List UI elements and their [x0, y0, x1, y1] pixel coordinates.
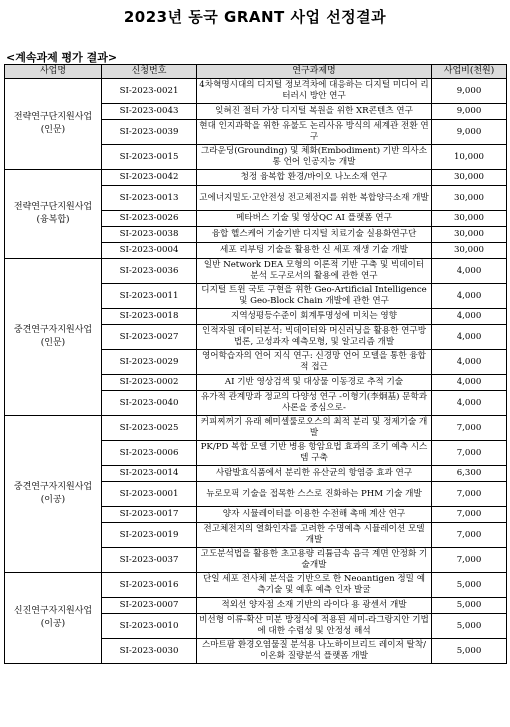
application-no-cell: SI-2023-0040 — [102, 391, 197, 416]
budget-cell: 9,000 — [432, 79, 507, 104]
application-no-cell: SI-2023-0043 — [102, 104, 197, 120]
business-name: 중견연구자지원사업 — [13, 482, 93, 492]
project-title-cell: 고도분석법을 활용한 초고용량 리튬금속 음극 계면 안정화 기술개발 — [197, 548, 432, 573]
application-no-cell: SI-2023-0021 — [102, 79, 197, 104]
application-no-cell: SI-2023-0016 — [102, 573, 197, 598]
project-title-cell: 전고체전지의 열화인자를 고려한 수명예측 시뮬레이션 모델 개발 — [197, 523, 432, 548]
application-no-cell: SI-2023-0038 — [102, 227, 197, 243]
budget-cell: 7,000 — [432, 548, 507, 573]
application-no-cell: SI-2023-0001 — [102, 482, 197, 507]
project-title-cell: AI 기반 영상검색 및 대상물 이동경로 추적 기술 — [197, 375, 432, 391]
project-title-cell: 인적자원 데이터분석: 빅데이터와 머신러닝을 활용한 연구방법론, 고성과자 예측모형, 및 알고리즘 개발 — [197, 325, 432, 350]
project-title-cell: 지역성평등수준이 회계투명성에 미치는 영향 — [197, 309, 432, 325]
budget-cell: 30,000 — [432, 186, 507, 211]
budget-cell: 4,000 — [432, 391, 507, 416]
application-no-cell: SI-2023-0015 — [102, 145, 197, 170]
application-no-cell: SI-2023-0025 — [102, 416, 197, 441]
budget-cell: 5,000 — [432, 598, 507, 614]
table-row — [5, 79, 507, 104]
application-no-cell: SI-2023-0017 — [102, 507, 197, 523]
application-no-cell: SI-2023-0027 — [102, 325, 197, 350]
project-title-cell: 사람발효식품에서 분리한 유산균의 항염증 효과 연구 — [197, 466, 432, 482]
application-no-cell: SI-2023-0039 — [102, 120, 197, 145]
project-title-cell: 메타버스 기술 및 영상QC AI 플랫폼 연구 — [197, 211, 432, 227]
budget-cell: 30,000 — [432, 243, 507, 259]
table-row — [5, 416, 507, 441]
budget-cell: 5,000 — [432, 573, 507, 598]
budget-cell: 30,000 — [432, 227, 507, 243]
project-title-cell: 양자 시뮬레이터를 이용한 수전해 촉매 계산 연구 — [197, 507, 432, 523]
budget-cell: 9,000 — [432, 104, 507, 120]
table-body — [5, 79, 507, 664]
application-no-cell: SI-2023-0018 — [102, 309, 197, 325]
budget-cell: 10,000 — [432, 145, 507, 170]
business-cell — [5, 79, 102, 170]
project-title-cell: 세포 리부팅 기술을 활용한 신 세포 재생 기술 개발 — [197, 243, 432, 259]
business-category: (인문) — [40, 125, 66, 135]
application-no-cell: SI-2023-0014 — [102, 466, 197, 482]
budget-cell: 7,000 — [432, 507, 507, 523]
application-no-cell: SI-2023-0002 — [102, 375, 197, 391]
application-no-cell: SI-2023-0010 — [102, 614, 197, 639]
budget-cell: 30,000 — [432, 211, 507, 227]
table-header-row — [5, 65, 507, 79]
application-no-cell: SI-2023-0037 — [102, 548, 197, 573]
budget-cell: 7,000 — [432, 482, 507, 507]
project-title-cell: 유가적 관계망과 정교의 다양성 연구 -이형기(李炯基) 문학과 사론을 중심으로- — [197, 391, 432, 416]
project-title-cell: 융합 헬스케어 기술기반 디지털 치료기술 실용화연구단 — [197, 227, 432, 243]
project-title-cell: 현대 인지과학을 위한 유불도 논리사유 방식의 세계관 전환 연구 — [197, 120, 432, 145]
project-title-cell: 고에너지밀도·고안전성 전고체전지를 위한 복합양극소재 개발 — [197, 186, 432, 211]
budget-cell: 4,000 — [432, 309, 507, 325]
business-category: (융복합) — [36, 215, 70, 225]
header-budget: 사업비(천원) — [432, 65, 507, 79]
business-cell — [5, 573, 102, 664]
budget-cell: 7,000 — [432, 416, 507, 441]
budget-cell: 4,000 — [432, 284, 507, 309]
application-no-cell: SI-2023-0004 — [102, 243, 197, 259]
table-row — [5, 170, 507, 186]
header-business: 사업명 — [5, 65, 102, 79]
budget-cell: 5,000 — [432, 639, 507, 664]
budget-cell: 4,000 — [432, 375, 507, 391]
business-name: 중견연구자지원사업 — [13, 325, 93, 335]
application-no-cell: SI-2023-0026 — [102, 211, 197, 227]
budget-cell: 6,300 — [432, 466, 507, 482]
project-title-cell: 뉴로모픽 기술을 접목한 스스로 진화하는 PHM 기술 개발 — [197, 482, 432, 507]
results-table — [4, 64, 507, 664]
business-name: 신진연구자지원사업 — [13, 606, 93, 616]
project-title-cell: 4차혁명시대의 디지털 정보격차에 대응하는 디지털 미디어 리터러시 방안 연구 — [197, 79, 432, 104]
header-application-no: 신청번호 — [102, 65, 197, 79]
application-no-cell: SI-2023-0030 — [102, 639, 197, 664]
business-category: (이공) — [40, 619, 66, 629]
project-title-cell: 그라운딩(Grounding) 및 체화(Embodiment) 기반 의사소통 언어 인공지능 개발 — [197, 145, 432, 170]
project-title-cell: 단일 세포 전사체 분석을 기반으로 한 Neoantigen 정밀 예측기술 및 예후 예측 인자 발굴 — [197, 573, 432, 598]
application-no-cell: SI-2023-0013 — [102, 186, 197, 211]
project-title-cell: 스마트팜 환경오염물질 분석용 나노하이브리드 레이저 탈착/이온화 질량분석 플랫폼 개발 — [197, 639, 432, 664]
business-name: 전략연구단지원사업 — [13, 202, 93, 212]
budget-cell: 4,000 — [432, 259, 507, 284]
table-row — [5, 259, 507, 284]
project-title-cell: 잊혀진 절터 가상 디지털 복원을 위한 XR콘텐츠 연구 — [197, 104, 432, 120]
header-project-title: 연구과제명 — [197, 65, 432, 79]
application-no-cell: SI-2023-0036 — [102, 259, 197, 284]
budget-cell: 7,000 — [432, 523, 507, 548]
budget-cell: 4,000 — [432, 350, 507, 375]
budget-cell: 30,000 — [432, 170, 507, 186]
business-name: 전략연구단지원사업 — [13, 112, 93, 122]
project-title-cell: 영어학습자의 언어 지식 연구: 신경망 언어 모델을 통한 융합적 접근 — [197, 350, 432, 375]
project-title-cell: 적외선 양자점 소재 기반의 라이다 용 광센서 개발 — [197, 598, 432, 614]
budget-cell: 7,000 — [432, 441, 507, 466]
budget-cell: 5,000 — [432, 614, 507, 639]
application-no-cell: SI-2023-0011 — [102, 284, 197, 309]
project-title-cell: 비선형 이류-확산 미분 방정식에 적용된 세미-라그랑지안 기법에 대한 수렴성 및 안정성 해석 — [197, 614, 432, 639]
application-no-cell: SI-2023-0006 — [102, 441, 197, 466]
application-no-cell: SI-2023-0042 — [102, 170, 197, 186]
project-title-cell: 커피찌꺼기 유래 헤미셀룰로오스의 최적 분리 및 정제기술 개발 — [197, 416, 432, 441]
project-title-cell: 디지털 트윈 국토 구현을 위한 Geo-Artificial Intelligence 및 Geo-Block Chain 개발에 관한 연구 — [197, 284, 432, 309]
business-category: (이공) — [40, 495, 66, 505]
page-title: 2023년 동국 GRANT 사업 선정결과 — [123, 8, 387, 26]
section-heading: <계속과제 평가 결과> — [6, 51, 118, 64]
project-title-cell: 청정 융복합 환경/바이오 나노소재 연구 — [197, 170, 432, 186]
business-cell — [5, 416, 102, 573]
application-no-cell: SI-2023-0029 — [102, 350, 197, 375]
application-no-cell: SI-2023-0007 — [102, 598, 197, 614]
budget-cell: 4,000 — [432, 325, 507, 350]
project-title-cell: 일반 Network DEA 모형의 이론적 기반 구축 및 빅데이터 분석 도구로서의 활용에 관한 연구 — [197, 259, 432, 284]
business-category: (인문) — [40, 338, 66, 348]
business-cell — [5, 170, 102, 259]
project-title-cell: PK/PD 복합 모델 기반 병용 항암요법 효과의 조기 예측 시스템 구축 — [197, 441, 432, 466]
application-no-cell: SI-2023-0019 — [102, 523, 197, 548]
business-cell — [5, 259, 102, 416]
table-row — [5, 573, 507, 598]
budget-cell: 9,000 — [432, 120, 507, 145]
